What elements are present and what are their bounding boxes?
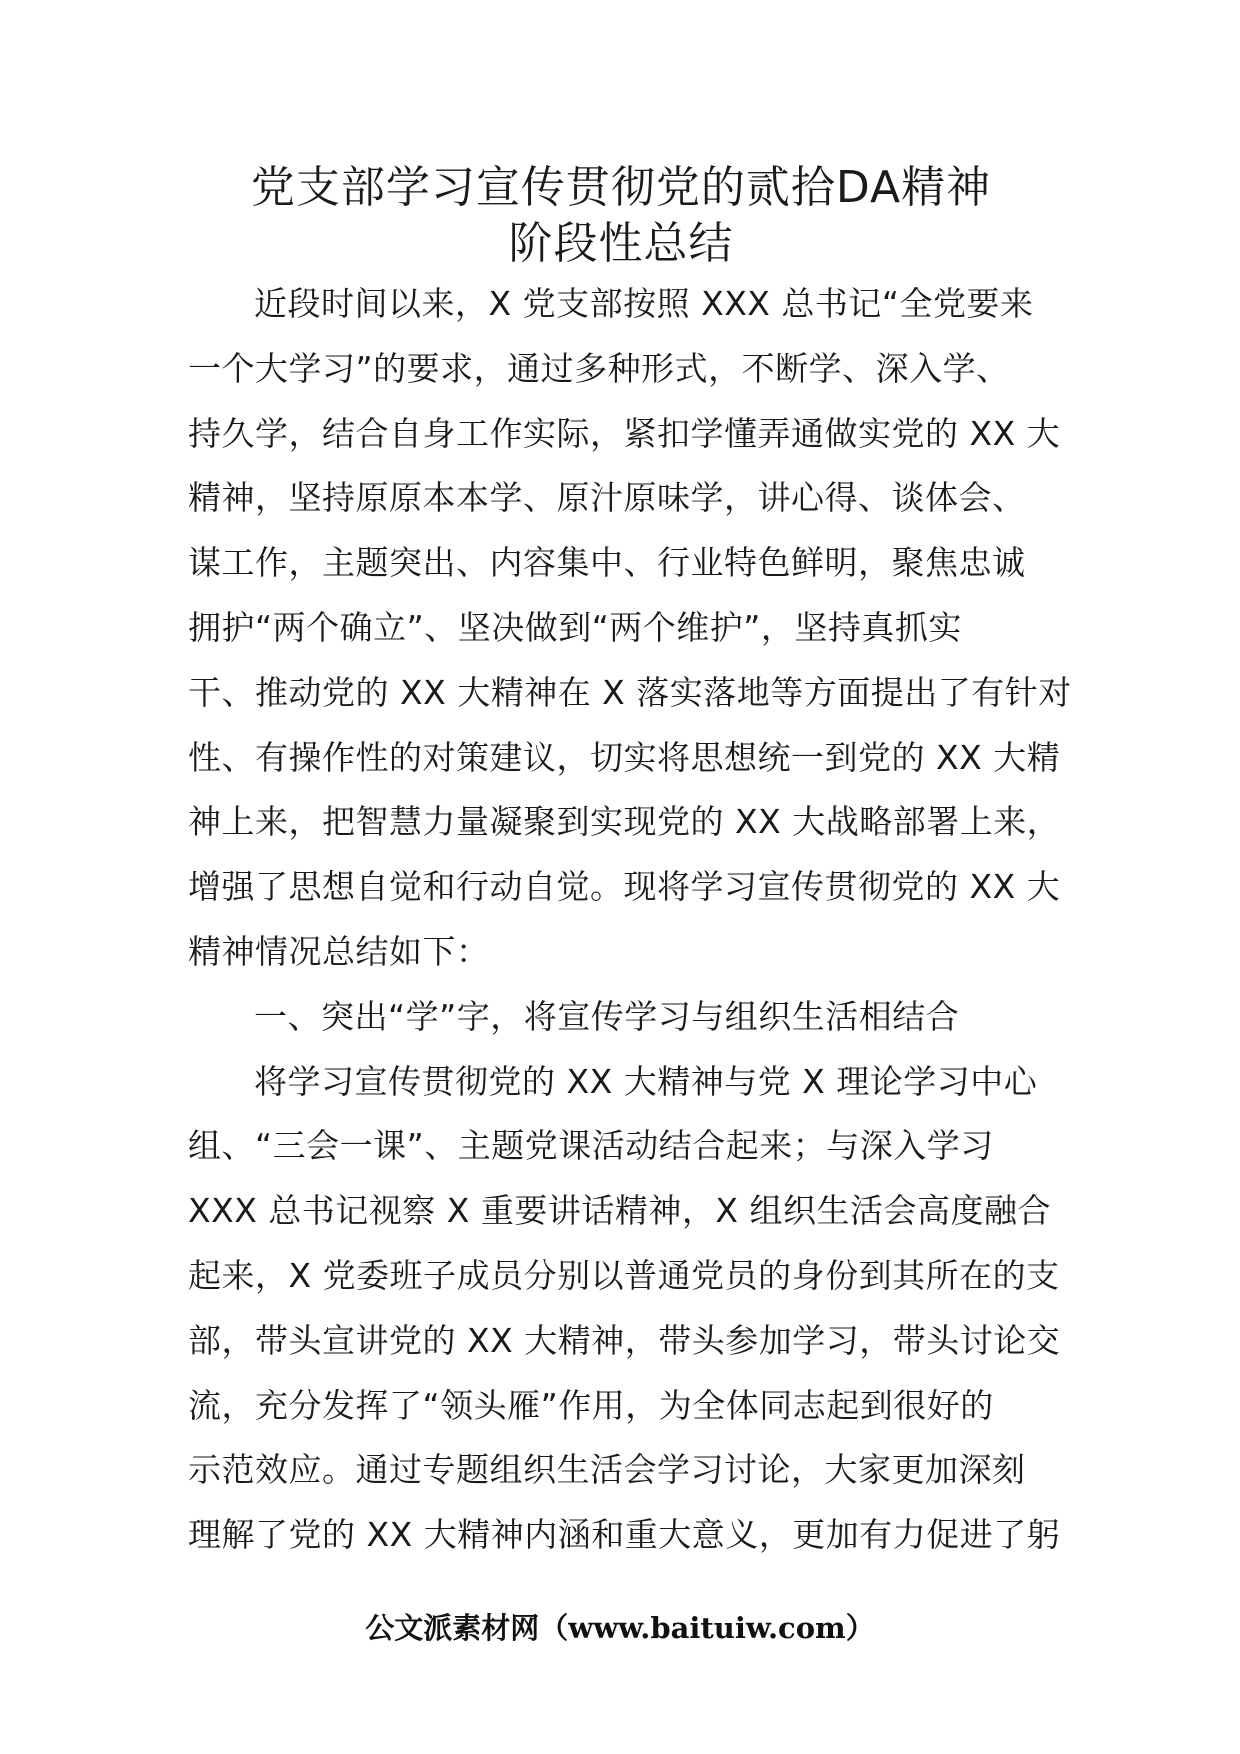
section-line: 起来，X 党委班子成员分别以普通党员的身份到其所在的支 (188, 1255, 1060, 1295)
intro-line: 一个大学习”的要求，通过多种形式，不断学、深入学、 (188, 348, 1010, 388)
intro-line: 近段时间以来，X 党支部按照 XXX 总书记“全党要来 (254, 284, 1034, 323)
section-line: 理解了党的 XX 大精神内涵和重大意义，更加有力促进了躬 (188, 1515, 1061, 1555)
intro-line: 神上来，把智慧力量凝聚到实现党的 XX 大战略部署上来， (188, 802, 1061, 842)
section-line: 示范效应。通过专题组织生活会学习讨论，大家更加深刻 (188, 1450, 1026, 1490)
intro-line: 精神，坚持原原本本学、原汁原味学，讲心得、谈体会、 (188, 478, 1026, 518)
intro-line: 精神情况总结如下： (188, 931, 490, 971)
section-line: 将学习宣传贯彻党的 XX 大精神与党 X 理论学习中心 (254, 1061, 1038, 1101)
section-line: 组、“三会一课”、主题党课活动结合起来；与深入学习 (188, 1126, 994, 1166)
intro-line: 干、推动党的 XX 大精神在 X 落实落地等方面提出了有针对 (188, 672, 1072, 712)
title-line-1: 党支部学习宣传贯彻党的贰拾DA精神 (250, 162, 992, 213)
document-page (188, 160, 1072, 1568)
intro-line: 拥护“两个确立”、坚决做到“两个维护”，坚持真抓实 (188, 607, 962, 647)
intro-line: 增强了思想自觉和行动自觉。现将学习宣传贯彻党的 XX 大 (188, 867, 1061, 907)
title-line-2: 阶段性总结 (508, 218, 734, 269)
document-body (188, 272, 1072, 1568)
section-line: XXX 总书记视察 X 重要讲话精神，X 组织生活会高度融合 (188, 1191, 1051, 1231)
document-title (188, 160, 1054, 272)
section-heading: 一、突出“学”字，将宣传学习与组织生活相结合 (254, 996, 960, 1036)
section-line: 流，充分发挥了“领头雁”作用，为全体同志起到很好的 (188, 1385, 994, 1425)
intro-line: 谋工作，主题突出、内容集中、行业特色鲜明，聚焦忠诚 (188, 543, 1026, 583)
intro-line: 性、有操作性的对策建议，切实将思想统一到党的 XX 大精 (188, 737, 1061, 777)
section-line: 部，带头宣讲党的 XX 大精神，带头参加学习，带头讨论交 (188, 1320, 1061, 1360)
intro-line: 持久学，结合自身工作实际，紧扣学懂弄通做实党的 XX 大 (188, 413, 1061, 453)
site-footer: 公文派素材网（www.baituiw.com） (365, 1611, 875, 1645)
